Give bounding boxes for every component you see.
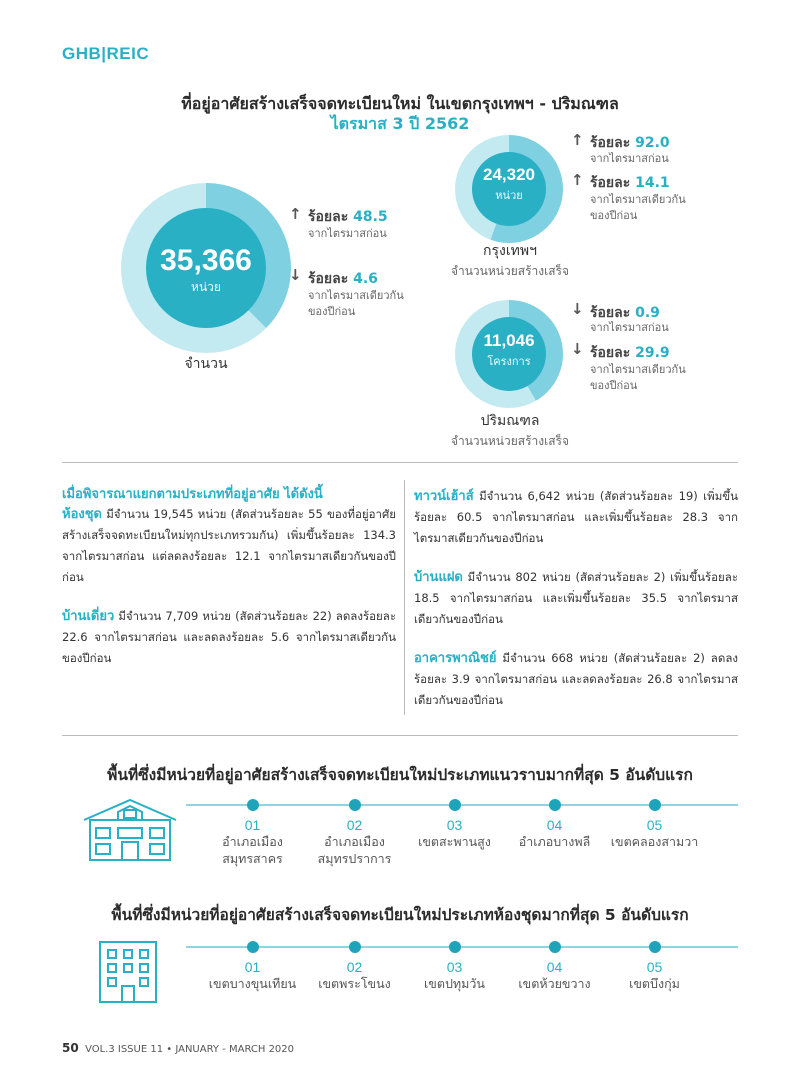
condo-name: ห้องชุด [62, 507, 102, 522]
vicinity-stat1: ร้อยละ 0.9 [590, 305, 660, 321]
vicinity-stat2-sub2: ของปีก่อน [590, 379, 638, 392]
rank-number: 05 [646, 817, 663, 833]
area-name: เขตพระโขนง [318, 976, 391, 991]
vicinity-caption: ปริมณฑล [480, 413, 540, 429]
bangkok-stat2-arrow: ↑ [571, 171, 584, 189]
rank-number: 03 [446, 959, 463, 975]
total-value: 35,366 [160, 244, 252, 277]
total-stat2-arrow: ↓ [289, 266, 302, 284]
detached-name: บ้านเดี่ยว [62, 609, 115, 624]
bangkok-stat1-sub: จากไตรมาสก่อน [590, 152, 669, 165]
rank-number: 01 [244, 959, 261, 975]
area-name: อำเภอบางพลี [518, 834, 591, 849]
total-caption: จำนวน [184, 356, 228, 372]
bangkok-stat2-sub1: จากไตรมาสเดียวกัน [590, 193, 686, 206]
vicinity-unit: โครงการ [487, 355, 531, 368]
commercial-name: อาคารพาณิชย์ [414, 651, 497, 666]
timeline-dot [349, 799, 361, 811]
bangkok-unit: หน่วย [495, 189, 523, 202]
total-unit: หน่วย [191, 280, 221, 294]
vicinity-stat2-sub1: จากไตรมาสเดียวกัน [590, 363, 686, 376]
bangkok-value: 24,320 [483, 165, 535, 184]
area-name: เขตปทุมวัน [424, 976, 485, 991]
rank-number: 04 [546, 817, 563, 833]
rank-number: 02 [346, 959, 363, 975]
issue-info: VOL.3 ISSUE 11 • JANUARY - MARCH 2020 [85, 1044, 295, 1055]
building-icon [96, 938, 160, 1008]
detached-paragraph: บ้านเดี่ยว มีจำนวน 7,709 หน่วย (สัดส่วนร้อยละ 22) ลดลงร้อยละ 22.6 จากไตรมาสก่อน และลดลงร้อยละ 5.6 จากไตรมาสเดียวกันของปีก่อน [62, 609, 396, 665]
vicinity-stat1-arrow: ↓ [571, 300, 584, 318]
vicinity-caption-sub: จำนวนหน่วยสร้างเสร็จ [450, 434, 570, 448]
timeline-dot [247, 799, 259, 811]
breakdown-left [62, 483, 396, 669]
area-name: เขตบึงกุ่ม [629, 976, 680, 991]
twin-name: บ้านแฝด [414, 570, 463, 585]
condo-top-title: พื้นที่ซึ่งมีหน่วยที่อยู่อาศัยสร้างเสร็จจดทะเบียนใหม่ประเภทห้องชุดมากที่สุด 5 อันดับแรก [111, 906, 689, 924]
timeline-dot [349, 941, 361, 953]
rank-number: 02 [346, 817, 363, 833]
bangkok-stat2-sub2: ของปีก่อน [590, 209, 638, 222]
bangkok-stat2: ร้อยละ 14.1 [590, 175, 670, 191]
bangkok-stat1: ร้อยละ 92.0 [590, 135, 670, 151]
bangkok-stat1-arrow: ↑ [571, 131, 584, 149]
vicinity-value: 11,046 [483, 331, 535, 350]
page-subtitle: ไตรมาส 3 ปี 2562 [330, 114, 470, 133]
divider-mid [62, 735, 738, 736]
total-stat1-arrow: ↑ [289, 205, 302, 223]
brand-logo: GHB|REIC [62, 44, 150, 63]
twin-paragraph: บ้านแฝด มีจำนวน 802 หน่วย (สัดส่วนร้อยละ 2) เพิ่มขึ้นร้อยละ 18.5 จากไตรมาสก่อน และเพิ่มขึ้นร้อยละ 35.5 จากไตรมาสเดียวกันของปีก่อน [414, 570, 738, 626]
low-rise-title: พื้นที่ซึ่งมีหน่วยที่อยู่อาศัยสร้างเสร็จจดทะเบียนใหม่ประเภทแนวราบมากที่สุด 5 อันดับแรก [107, 766, 693, 784]
area-name-line2: สมุทรสาคร [222, 851, 283, 866]
area-name: อำเภอเมือง [222, 834, 283, 849]
townhouse-paragraph: ทาวน์เฮ้าส์ มีจำนวน 6,642 หน่วย (สัดส่วนร้อยละ 19) เพิ่มขึ้นร้อยละ 60.5 จากไตรมาสก่อน และเพิ่มขึ้นร้อยละ 28.3 จากไตรมาสเดียวกันของปีก่อน [414, 489, 738, 545]
area-name: เขตบางขุนเทียน [208, 976, 297, 991]
rank-number: 04 [546, 959, 563, 975]
vicinity-stat2-arrow: ↓ [571, 340, 584, 358]
rank-number: 05 [646, 959, 663, 975]
page-title: ที่อยู่อาศัยสร้างเสร็จจดทะเบียนใหม่ ในเขตกรุงเทพฯ - ปริมณฑล [181, 94, 619, 113]
divider-top [62, 462, 738, 463]
timeline-dot [649, 941, 661, 953]
low-rise-item [592, 799, 717, 850]
area-name: อำเภอเมือง [324, 834, 385, 849]
area-name: เขตสะพานสูง [418, 834, 491, 849]
house-icon [80, 798, 180, 866]
total-stat2-sub1: จากไตรมาสเดียวกัน [308, 289, 404, 302]
condo-item [592, 941, 717, 992]
area-name-line2: สมุทรปราการ [317, 851, 392, 866]
area-name: เขตห้วยขวาง [518, 976, 591, 991]
timeline-dot [247, 941, 259, 953]
total-stat2: ร้อยละ 4.6 [308, 271, 378, 287]
bangkok-caption-sub: จำนวนหน่วยสร้างเสร็จ [450, 264, 570, 278]
footer [62, 1041, 294, 1055]
timeline-dot [449, 799, 461, 811]
vicinity-stat2: ร้อยละ 29.9 [590, 345, 670, 361]
timeline-dot [549, 799, 561, 811]
total-stat1-sub: จากไตรมาสก่อน [308, 227, 387, 240]
condo-paragraph: ห้องชุด มีจำนวน 19,545 หน่วย (สัดส่วนร้อยละ 55 ของที่อยู่อาศัยสร้างเสร็จจดทะเบียนใหม่ทุกประเภทรวมกัน) เพิ่มขึ้นร้อยละ 134.3 จากไตรมาสก่อน แต่ลดลงร้อยละ 12.1 จากไตรมาสเดียวกันของปีก่อน [62, 507, 396, 584]
commercial-paragraph: อาคารพาณิชย์ มีจำนวน 668 หน่วย (สัดส่วนร้อยละ 2) ลดลงร้อยละ 3.9 จากไตรมาสก่อน และลดลงร้อยละ 26.8 จากไตรมาสเดียวกันของปีก่อน [414, 651, 738, 707]
total-stat1: ร้อยละ 48.5 [308, 209, 388, 225]
rank-number: 03 [446, 817, 463, 833]
total-stat2-sub2: ของปีก่อน [308, 305, 356, 318]
bangkok-caption: กรุงเทพฯ [483, 243, 537, 259]
breakdown-intro: เมื่อพิจารณาแยกตามประเภทที่อยู่อาศัย ได้ดังนี้ [62, 487, 323, 502]
area-name: เขตคลองสามวา [610, 834, 699, 849]
timeline-dot [649, 799, 661, 811]
vicinity-stat1-sub: จากไตรมาสก่อน [590, 321, 669, 334]
column-divider [404, 480, 405, 715]
rank-number: 01 [244, 817, 261, 833]
timeline-dot [549, 941, 561, 953]
timeline-dot [449, 941, 461, 953]
townhouse-name: ทาวน์เฮ้าส์ [414, 489, 474, 504]
page-number: 50 [62, 1041, 79, 1055]
breakdown-right [414, 486, 738, 711]
